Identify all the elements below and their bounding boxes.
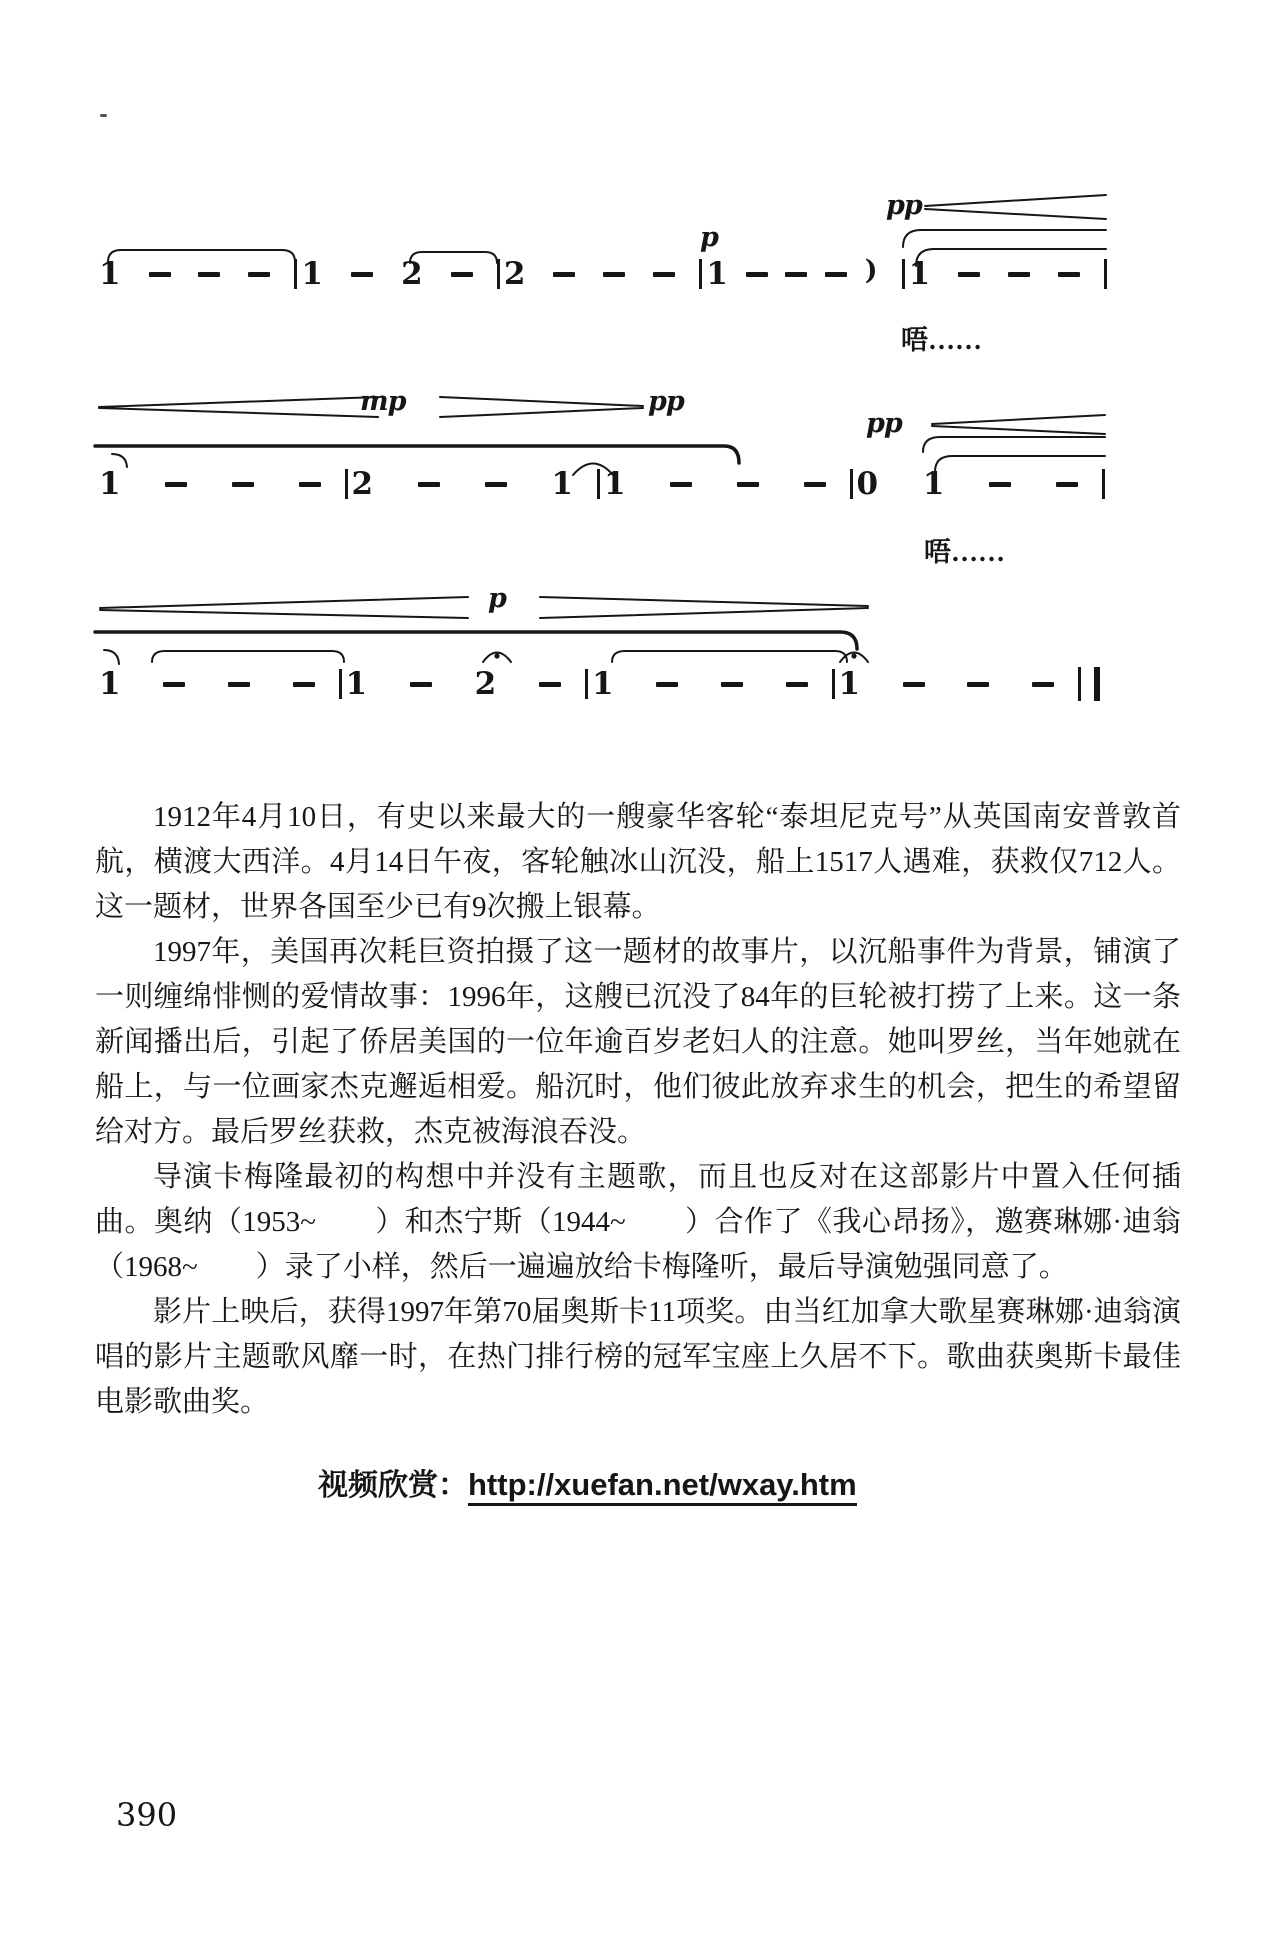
duration-dash: [958, 272, 980, 277]
slur-line3-m1: [152, 651, 344, 662]
duration-dash: [228, 682, 250, 687]
breath-mark: ): [864, 255, 878, 286]
paragraph: 导演卡梅隆最初的构想中并没有主题歌，而且也反对在这部影片中置入任何插曲。奥纳（1953~ ）和杰宁斯（1944~ ）合作了《我心昂扬》，邀赛琳娜·迪翁（1968~ ）录了小样，然后一遍遍放给卡梅隆听，最后导演勉强同意了。: [95, 1161, 1181, 1283]
duration-dash: [451, 272, 473, 277]
measure: [853, 465, 1103, 503]
duration-dash: [293, 682, 315, 687]
video-link-row: [318, 1460, 857, 1504]
duration-dash: [198, 272, 220, 277]
tie-line2-a: [923, 437, 1105, 452]
note-number: 1: [922, 466, 945, 502]
note-number: 1: [908, 256, 931, 292]
dynamic-pp-line2-end: pp: [866, 408, 902, 439]
duration-dash: [903, 682, 925, 687]
measure: [588, 665, 832, 703]
measure: [500, 255, 699, 293]
slur-line3-m3: [612, 651, 847, 662]
paragraph: 1997年，美国再次耗巨资拍摄了这一题材的故事片，以沉船事件为背景，铺演了一则缠绵悱恻的爱情故事：1996年，这艘已沉没了84年的巨轮被打捞了上来。这一条新闻播出后，引起了侨居美国的一位年逾百岁老妇人的注意。她叫罗丝，当年她就在船上，与一位画家杰克邂逅相爱。船沉时，他们彼此放弃求生的机会，把生的希望留给对方。最后罗丝获救，杰克被海浪吞没。: [95, 936, 1181, 1148]
lyric-hum-line1: 唔……: [901, 325, 982, 355]
scan-artifact-dot: [100, 114, 107, 117]
duration-dash: [656, 682, 678, 687]
measure: [95, 255, 294, 293]
page-number: 390: [116, 1796, 178, 1834]
measure: [348, 465, 598, 503]
duration-dash: [1032, 682, 1054, 687]
crescendo-line1: [925, 195, 1106, 219]
note-number: 2: [503, 256, 526, 292]
paragraph: 1912年4月10日，有史以来最大的一艘豪华客轮“泰坦尼克号”从英国南安普敦首航，横渡大西洋。4月14日午夜，客轮触冰山沉没，船上1517人遇难，获救仅712人。这一题材，世界各国至少已有9次搬上银幕。: [95, 801, 1181, 923]
crescendo-line2: [99, 397, 378, 417]
note-number: 1: [551, 466, 573, 502]
crescendo-line3: [100, 597, 468, 618]
measure: [905, 255, 1104, 293]
fermata-line3-m4-arc: [840, 653, 868, 663]
duration-dash: [485, 482, 507, 487]
score-line-3: [95, 665, 1100, 703]
measure: [835, 665, 1079, 703]
note-number: 1: [99, 466, 121, 502]
duration-dash: [149, 272, 171, 277]
phrase-slur-line2: [95, 446, 739, 463]
fermata-line3-m2-arc: [483, 653, 511, 663]
note-number: 1: [99, 666, 121, 702]
note-number: 1: [99, 256, 121, 292]
duration-dash: [248, 272, 270, 277]
duration-dash: [967, 682, 989, 687]
barline: [1102, 469, 1105, 499]
lyric-hum-line2: 唔……: [924, 537, 1005, 567]
duration-dash: [786, 682, 808, 687]
rest-number: 0: [856, 466, 879, 502]
duration-dash: [539, 682, 561, 687]
duration-dash: [721, 682, 743, 687]
duration-dash: [785, 272, 807, 277]
video-link-url[interactable]: http://xuefan.net/wxay.htm: [468, 1467, 857, 1506]
duration-dash: [670, 482, 692, 487]
duration-dash: [746, 272, 768, 277]
note-number: 1: [345, 666, 368, 702]
dynamic-mp-line2: mp: [360, 386, 406, 417]
score-line-1: [95, 255, 1107, 293]
fermata-line3-m2-dot: [494, 653, 499, 658]
dynamic-pp-line2-mid: pp: [648, 386, 684, 417]
duration-dash: [1056, 482, 1078, 487]
tie-hook-line3-m1: [104, 650, 119, 664]
note-number: 2: [474, 666, 497, 702]
paragraph: 影片上映后，获得1997年第70届奥斯卡11项奖。由当红加拿大歌星赛琳娜·迪翁演唱的影片主题歌风靡一时，在热门排行榜的冠军宝座上久居不下。歌曲获奥斯卡最佳电影歌曲奖。: [95, 1296, 1181, 1418]
measure: [297, 255, 496, 293]
measure: [702, 255, 901, 293]
fermata-line3-m4-dot: [851, 653, 856, 658]
score-line-2: [95, 465, 1105, 503]
measure: [342, 665, 586, 703]
measure: [95, 465, 345, 503]
dynamic-pp-line1: pp: [886, 190, 922, 221]
duration-dash: [163, 682, 185, 687]
dynamic-p-line3: p: [488, 583, 506, 614]
phrase-slur-line3: [95, 632, 857, 649]
duration-dash: [989, 482, 1011, 487]
duration-dash: [825, 272, 847, 277]
duration-dash: [232, 482, 254, 487]
note-number: 2: [351, 466, 374, 502]
final-barline: [1078, 667, 1100, 701]
duration-dash: [653, 272, 675, 277]
dynamic-p-line1: p: [700, 222, 718, 253]
duration-dash: [737, 482, 759, 487]
decrescendo-line2: [440, 397, 643, 417]
duration-dash: [1008, 272, 1030, 277]
tie-line1-a: [903, 230, 1106, 247]
duration-dash: [165, 482, 187, 487]
video-link-label: 视频欣赏：: [318, 1469, 468, 1502]
duration-dash: [418, 482, 440, 487]
score-decorations: [0, 0, 1272, 760]
measure: [600, 465, 850, 503]
duration-dash: [299, 482, 321, 487]
decrescendo-line3: [540, 597, 868, 618]
note-number: 1: [592, 666, 614, 702]
duration-dash: [410, 682, 432, 687]
duration-dash: [603, 272, 625, 277]
duration-dash: [804, 482, 826, 487]
article-text: [95, 795, 1181, 1425]
duration-dash: [1058, 272, 1080, 277]
note-number: 1: [604, 466, 626, 502]
note-number: 2: [401, 256, 423, 292]
note-number: 1: [838, 666, 861, 702]
measure: [95, 665, 339, 703]
note-number: 1: [301, 256, 323, 292]
note-number: 1: [706, 256, 728, 292]
crescendo-line2-end: [932, 415, 1105, 434]
barline: [1104, 259, 1107, 289]
duration-dash: [553, 272, 575, 277]
duration-dash: [351, 272, 373, 277]
